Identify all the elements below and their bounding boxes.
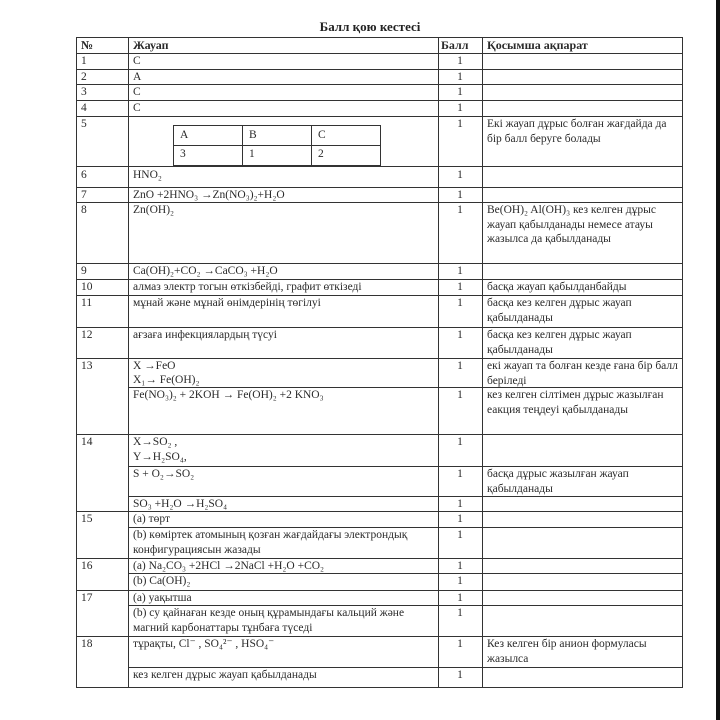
row-divider [76, 84, 683, 85]
row-ball: 1 [457, 55, 463, 67]
subtable-header: B [249, 129, 257, 141]
row-answer: тұрақты, Cl⁻ , SO₄²⁻ , HSO₄⁻ [133, 638, 275, 650]
subtable-header: A [180, 129, 189, 141]
row-info: басқа жауап қабылданбайды [487, 281, 627, 293]
row-ball: 1 [457, 297, 463, 309]
row-ball: 1 [457, 102, 463, 114]
header-ball: Балл [441, 38, 469, 52]
row-answer: мұнай және мұнай өнімдерінің төгілуі [133, 297, 321, 309]
row-number: 13 [81, 360, 93, 372]
row-ball: 1 [457, 638, 463, 650]
row-answer: (a) уақытша [133, 592, 192, 604]
row-ball: 1 [457, 529, 463, 541]
table-border-bottom [76, 687, 683, 688]
row-number: 16 [81, 560, 93, 572]
row-number: 11 [81, 297, 93, 309]
row-divider [76, 166, 683, 167]
row-answer: HNO₂ [133, 169, 162, 181]
row-ball: 1 [457, 71, 463, 83]
row-info: басқа кез келген дұрыс жауап қабылданады [487, 329, 632, 356]
row-ball: 1 [457, 389, 463, 401]
row-ball: 1 [457, 575, 463, 587]
row-answer: (b) Ca(OH)₂ [133, 575, 191, 587]
row-answer-line: X→SO₂ , [133, 436, 178, 448]
row-info: Екі жауап дұрыс болған жағдайда да бір балл беруге болады [487, 118, 667, 145]
row-answer: SO₃ +H₂O →H₂SO₄ [133, 498, 228, 510]
row-answer: (b) көміртек атомының қозған жағдайдағы электрондық конфигурациясын жазады [133, 529, 408, 556]
row-answer-line: Y→H₂SO₄, [133, 451, 187, 463]
row-info: кез келген сілтімен дұрыс жазылған еакция теңдеуі қабылданады [487, 389, 664, 416]
row-answer: A [133, 71, 142, 83]
row-number: 17 [81, 592, 93, 604]
row-ball: 1 [457, 468, 463, 480]
row-ball: 1 [457, 204, 463, 216]
matching-subtable [173, 125, 381, 166]
row-info: Кез келген бір анион формуласы жазылса [487, 638, 647, 665]
row-number: 6 [81, 169, 87, 181]
row-number: 4 [81, 102, 87, 114]
header-number: № [81, 38, 94, 52]
row-ball: 1 [457, 86, 463, 98]
row-ball: 1 [457, 498, 463, 510]
row-answer: ағзаға инфекциялардың түсуі [133, 329, 277, 341]
row-answer: C [133, 86, 141, 98]
row-number: 10 [81, 281, 93, 293]
row-number: 14 [81, 436, 93, 448]
row-number: 5 [81, 118, 87, 130]
row-info: екі жауап та болған кезде ғана бір балл беріледі [487, 360, 678, 387]
row-info: басқа дұрыс жазылған жауап қабылданады [487, 468, 629, 495]
subtable-header: C [318, 129, 326, 141]
row-answer-line: X →FeO [133, 360, 176, 372]
row-answer: S + O₂→SO₂ [133, 468, 195, 480]
row-answer: кез келген дұрыс жауап қабылданады [133, 669, 317, 681]
row-answer: Fe(NO₃)₂ + 2KOH → Fe(OH)₂ +2 KNO₃ [133, 389, 324, 401]
row-number: 3 [81, 86, 87, 98]
row-answer: C [133, 102, 141, 114]
row-ball: 1 [457, 669, 463, 681]
subtable-value: 3 [180, 148, 186, 160]
row-answer: Zn(OH)₂ [133, 204, 175, 216]
row-answer-line: X₁→ Fe(OH)₂ [133, 374, 200, 386]
row-ball: 1 [457, 592, 463, 604]
row-number: 15 [81, 513, 93, 525]
subtable-divider [174, 145, 380, 146]
row-answer: (a) төрт [133, 513, 171, 525]
row-ball: 1 [457, 169, 463, 181]
row-answer: Ca(OH)₂+CO₂ →CaCO₃ +H₂O [133, 265, 278, 277]
row-number: 1 [81, 55, 87, 67]
row-number: 9 [81, 265, 87, 277]
row-divider [76, 100, 683, 101]
row-number: 18 [81, 638, 93, 650]
row-ball: 1 [457, 265, 463, 277]
row-info: басқа кез келген дұрыс жауап қабылданады [487, 297, 632, 324]
row-ball: 1 [457, 118, 463, 130]
subtable-value: 1 [249, 148, 255, 160]
row-ball: 1 [457, 560, 463, 572]
header-answer: Жауап [133, 38, 169, 52]
subtable-value: 2 [318, 148, 324, 160]
row-ball: 1 [457, 513, 463, 525]
row-answer: ZnO +2HNO₃ →Zn(NO₃)₂+H₂O [133, 189, 285, 201]
row-number: 8 [81, 204, 87, 216]
row-number: 2 [81, 71, 87, 83]
row-number: 12 [81, 329, 93, 341]
row-info: Be(OH)₂ Al(OH)₃ кез келген дұрыс жауап қабылданады немесе атауы жазылса да қабылданады [487, 204, 656, 245]
row-answer: C [133, 55, 141, 67]
row-divider [76, 53, 683, 54]
row-number: 7 [81, 189, 87, 201]
row-answer: (b) су қайнаған кезде оның құрамындағы кальций және магний карбонаттары тұнбаға түседі [133, 607, 405, 634]
row-ball: 1 [457, 360, 463, 372]
row-ball: 1 [457, 189, 463, 201]
row-ball: 1 [457, 281, 463, 293]
header-info: Қосымша ақпарат [487, 38, 588, 52]
row-divider [76, 69, 683, 70]
row-ball: 1 [457, 607, 463, 619]
row-answer: алмаз электр тогын өткізбейді, графит өткізеді [133, 281, 362, 293]
row-answer: (a) Na₂CO₃ +2HCl →2NaCl +H₂O +CO₂ [133, 560, 325, 572]
row-ball: 1 [457, 436, 463, 448]
page-title: Балл қою кестесі [319, 19, 421, 34]
row-ball: 1 [457, 329, 463, 341]
